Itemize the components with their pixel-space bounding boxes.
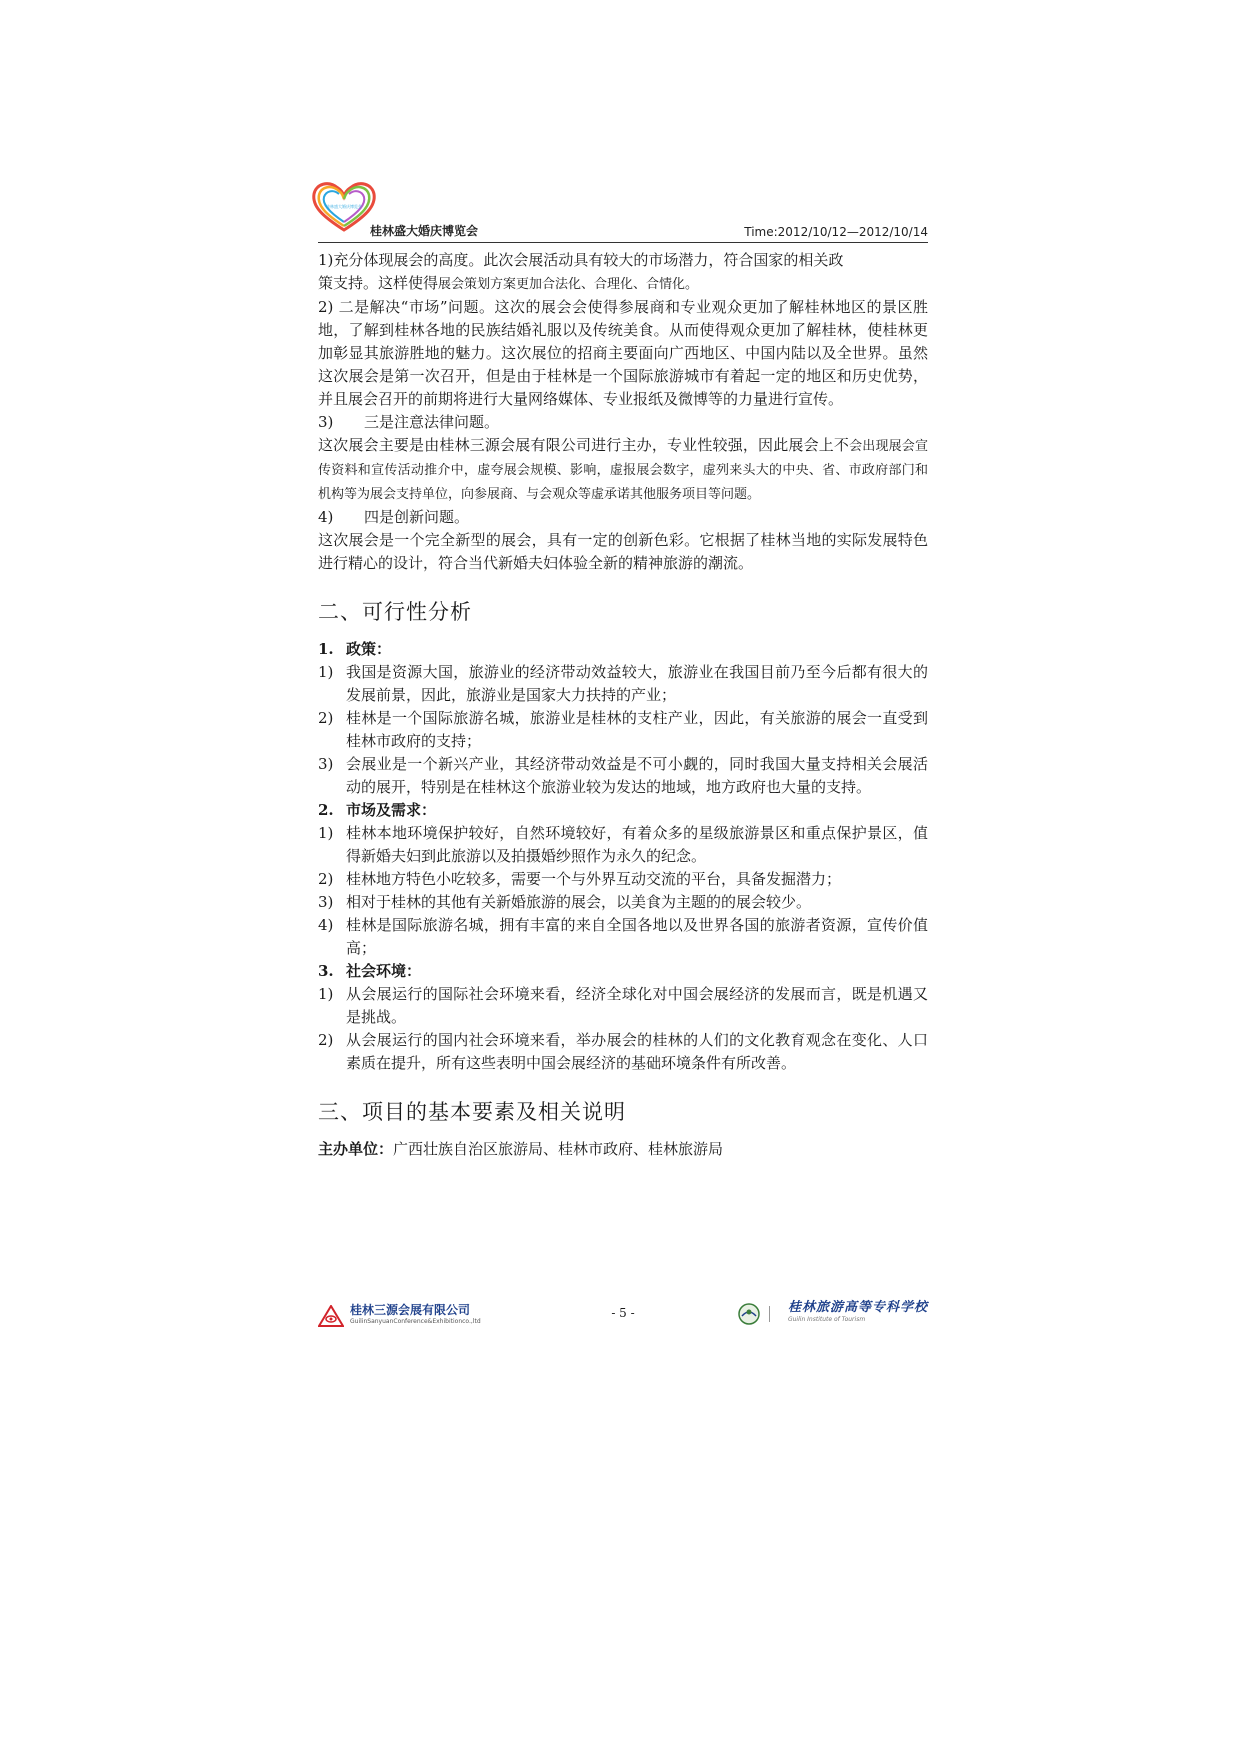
group-3-heading: 3. 社会环境： <box>318 962 422 980</box>
point-4-paragraph: 这次展会是一个完全新型的展会，具有一定的创新色彩。它根据了桂林当地的实际发展特色进行精心的设计，符合当代新婚夫妇体验全新的精神旅游的潮流。 <box>318 531 928 572</box>
intro-line-1: 1)充分体现展会的高度。此次会展活动具有较大的市场潜力，符合国家的相关政 <box>318 251 844 269</box>
group-2-heading: 2. 市场及需求： <box>318 801 437 819</box>
list-item: 2) 桂林地方特色小吃较多，需要一个与外界互动交流的平台，具备发掘潜力； <box>318 870 842 888</box>
page-header <box>318 178 928 243</box>
footer-school-english: Guilin Institute of Tourism <box>787 1316 866 1323</box>
divider <box>769 1306 784 1322</box>
list-item: 3) 会展业是一个新兴产业，其经济带动效益是不可小觑的，同时我国大量支持相关会展活动的展开，特别是在桂林这个旅游业较为发达的地域，地方政府也大量的支持。 <box>318 755 928 796</box>
header-time: Time:2012/10/12—2012/10/14 <box>744 225 928 239</box>
list-item: 4) 桂林是国际旅游名城，拥有丰富的来自全国各地以及世界各国的旅游者资源，宣传价值高； <box>318 916 928 957</box>
list-item: 3) 相对于桂林的其他有关新婚旅游的展会，以美食为主题的的展会较少。 <box>318 893 812 911</box>
header-title: 桂林盛大婚庆博览会 <box>370 224 479 238</box>
document-body <box>318 249 928 1161</box>
footer-school-name: 桂林旅游高等专科学校 <box>787 1300 928 1315</box>
section-2-title: 二、可行性分析 <box>318 600 472 624</box>
list-item: 1) 桂林本地环境保护较好，自然环境较好，有着众多的星级旅游景区和重点保护景区，值得新婚夫妇到此旅游以及拍摄婚纱照作为永久的纪念。 <box>318 824 928 865</box>
point-4-heading: 4) 四是创新问题。 <box>318 508 470 526</box>
page-footer <box>318 1302 928 1338</box>
document-page <box>318 178 928 1161</box>
school-emblem-icon <box>737 1302 761 1326</box>
point-2-paragraph: 2) 二是解决“市场”问题。这次的展会会使得参展商和专业观众更加了解桂林地区的景区胜地，了解到桂林各地的民族结婚礼服以及传统美食。从而使得观众更加了解桂林，使桂林更加彰显其旅游胜地的魅力。这次展位的招商主要面向广西地区、中国内陆以及全世界。虽然这次展会是第一次召开，但是由于桂林是一个国际旅游城市有着起一定的地区和历史优势，并且展会召开的前期将进行大量网络媒体、专业报纸及微博等的力量进行宣传。 <box>318 298 928 408</box>
list-item: 1) 我国是资源大国，旅游业的经济带动效益较大，旅游业在我国目前乃至今后都有很大的发展前景，因此，旅游业是国家大力扶持的产业； <box>318 663 928 704</box>
section-3-title: 三、项目的基本要素及相关说明 <box>318 1100 626 1124</box>
list-item: 2) 从会展运行的国内社会环境来看，举办展会的桂林的人们的文化教育观念在变化、人口素质在提升，所有这些表明中国会展经济的基础环境条件有所改善。 <box>318 1031 928 1072</box>
footer-company-name: 桂林三源会展有限公司 <box>350 1303 471 1317</box>
intro-line-2: 策支持。这样使得展会策划方案更加合法化、合理化、合情化。 <box>318 274 699 292</box>
point-3-heading: 3) 三是注意法律问题。 <box>318 413 500 431</box>
page-number: - 5 - <box>611 1306 635 1320</box>
group-1-heading: 1. 政策： <box>318 640 392 658</box>
list-item: 1) 从会展运行的国际社会环境来看，经济全球化对中国会展经济的发展而言，既是机遇又是挑战。 <box>318 985 928 1026</box>
logo-text: 桂林盛大婚庆博览会 <box>326 204 362 209</box>
footer-right-logo <box>737 1302 928 1326</box>
host-line: 主办单位：广西壮族自治区旅游局、桂林市政府、桂林旅游局 <box>318 1140 724 1158</box>
footer-company-english: GuilinSanyuanConference&Exhibitionco.,ltd <box>350 1318 481 1325</box>
point-3-paragraph: 这次展会主要是由桂林三源会展有限公司进行主办，专业性较强，因此展会上不会出现展会宣传资料和宣传活动推介中，虚夸展会规模、影响，虚报展会数字，虚列来头大的中央、省、市政府部门和机构等为展会支持单位，向参展商、与会观众等虚承诺其他服务项目等问题。 <box>318 436 928 502</box>
list-item: 2) 桂林是一个国际旅游名城，旅游业是桂林的支柱产业，因此，有关旅游的展会一直受到桂林市政府的支持； <box>318 709 928 750</box>
